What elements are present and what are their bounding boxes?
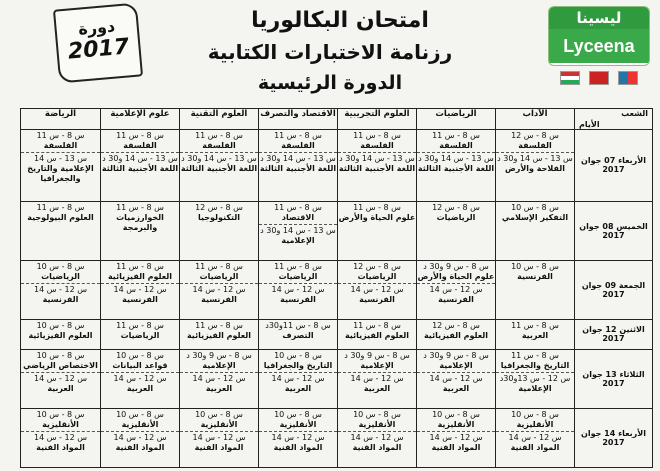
exam-subject: الفرنسية <box>122 295 158 305</box>
day-cell: الأربعاء 14 جوان 2017 <box>575 408 653 467</box>
column-header: الرياضة <box>21 109 101 130</box>
schedule-cell <box>101 320 180 350</box>
exam-subject: الفرنسية <box>42 295 79 305</box>
schedule-cell <box>496 349 575 408</box>
exam-slot <box>21 320 100 342</box>
day-cell: الخميس 08 جوان 2017 <box>575 201 653 260</box>
exam-slot <box>259 130 337 153</box>
exam-time: س 8 - س 10 <box>116 409 164 419</box>
exam-time: س 12 - س 13و30د <box>499 373 571 383</box>
exam-subject: العلوم الفيزيائية <box>423 331 489 341</box>
exam-subject: الأنقليزية <box>279 419 317 429</box>
exam-subject: الرياضيات <box>199 272 239 282</box>
exam-slot <box>259 225 337 247</box>
exam-time: س 8 - س 9 و30 د <box>344 350 410 360</box>
exam-subject: الأنقليزية <box>42 419 79 429</box>
exam-time: س 12 - س 14 <box>508 432 562 442</box>
schedule-cell <box>180 320 259 350</box>
flag-icon <box>618 71 638 85</box>
exam-time: س 8 - س 10 <box>432 409 480 419</box>
exam-slot <box>101 350 179 373</box>
exam-time: س 13 - س 14 و30 د <box>260 225 336 235</box>
exam-slot <box>180 261 258 284</box>
schedule-cell <box>101 408 180 467</box>
table-row <box>21 130 653 202</box>
exam-subject: العلوم الفيزيائية <box>344 331 410 341</box>
exam-time: س 8 - س 12 <box>353 262 401 272</box>
exam-subject: المواد الفنية <box>510 442 560 452</box>
exam-time: س 12 - س 14 <box>34 285 87 295</box>
exam-slot <box>259 350 337 373</box>
exam-slot <box>101 373 179 395</box>
exam-slot <box>101 432 179 454</box>
column-header: العلوم التقنية <box>180 109 259 130</box>
day-cell: الجمعة 09 جوان 2017 <box>575 261 653 320</box>
exam-subject: العربية <box>363 383 391 393</box>
exam-time: س 8 - س 11 <box>36 202 85 212</box>
exam-subject: الرياضيات <box>357 272 397 282</box>
exam-time: س 13 - س 14 و30 د <box>339 154 415 163</box>
exam-time: س 8 - س 12 <box>511 131 559 140</box>
exam-subject: الفلسفة <box>439 141 473 150</box>
schedule-cell <box>21 320 101 350</box>
exam-slot <box>496 350 574 373</box>
exam-slot <box>21 153 100 185</box>
exam-subject: المواد الفنية <box>431 442 481 452</box>
exam-slot <box>338 409 416 432</box>
exam-slot <box>180 409 258 432</box>
exam-slot <box>101 284 179 306</box>
exam-slot <box>259 320 337 342</box>
exam-time: س 8 - س 11 <box>353 131 401 140</box>
exam-subject: المواد الفنية <box>36 442 85 452</box>
schedule-cell <box>101 130 180 202</box>
exam-subject: اللغة الأجنبية الثالثة <box>101 164 179 173</box>
exam-slot <box>180 373 258 395</box>
exam-slot <box>180 320 258 342</box>
exam-slot <box>259 409 337 432</box>
exam-time: س 12 - س 14 <box>429 373 483 383</box>
schedule-cell <box>21 201 101 260</box>
page-title: امتحان البكالوريا <box>251 8 429 33</box>
exam-time: س 8 - س 12 <box>432 202 480 212</box>
schedule-cell <box>417 320 496 350</box>
column-header: الاقتصاد والتصرف <box>259 109 338 130</box>
exam-slot <box>338 130 416 153</box>
exam-subject: الأنقليزية <box>437 419 475 429</box>
exam-slot <box>21 130 100 153</box>
exam-time: س 12 - س 14 <box>192 373 246 383</box>
exam-subject: العلوم الفيزيائية <box>186 331 252 341</box>
exam-time: س 8 - س 11 <box>511 321 559 331</box>
exam-subject: الأنقليزية <box>358 419 396 429</box>
schedule-cell <box>259 130 338 202</box>
exam-slot <box>338 202 416 224</box>
exam-subject: المواد الفنية <box>352 442 402 452</box>
exam-slot <box>259 261 337 284</box>
exam-time: س 8 - س 11 <box>432 131 480 140</box>
schedule-cell <box>496 130 575 202</box>
exam-slot <box>496 409 574 432</box>
schedule-cell <box>338 320 417 350</box>
schedule-cell <box>180 201 259 260</box>
exam-slot <box>417 261 495 284</box>
exam-subject: الإعلامية والتاريخ والجغرافيا <box>27 164 94 183</box>
exam-subject: العربية <box>205 383 233 393</box>
logo-latin: Lyceena <box>549 29 649 63</box>
exam-slot <box>259 202 337 225</box>
exam-slot <box>417 202 495 224</box>
exam-time: س 8 - س 9 و30 د <box>423 262 489 272</box>
exam-subject: العربية <box>442 383 470 393</box>
exam-time: س 8 - س 10 <box>511 202 559 212</box>
exam-subject: الفرنسية <box>201 295 237 305</box>
schedule-cell <box>21 261 101 320</box>
exam-time: س 13 - س 14 و30 د <box>260 154 336 163</box>
schedule-cell <box>417 349 496 408</box>
exam-slot <box>21 432 100 454</box>
day-cell: الاثنين 12 جوان 2017 <box>575 320 653 350</box>
exam-time: س 8 - س 10 <box>274 350 322 360</box>
exam-subject: الخوارزميات والبرمجة <box>116 212 164 232</box>
schedule-cell <box>417 130 496 202</box>
exam-time: س 8 - س 10 <box>36 321 85 331</box>
exam-slot <box>338 350 416 373</box>
schedule-cell <box>101 261 180 320</box>
schedule-cell <box>417 261 496 320</box>
exam-slot <box>417 409 495 432</box>
exam-subject: الأنقليزية <box>516 419 554 429</box>
exam-subject: الفلسفة <box>360 141 394 150</box>
exam-slot <box>496 320 574 342</box>
exam-subject: العلوم الفيزيائية <box>107 272 173 282</box>
session-badge <box>53 2 143 83</box>
day-cell: الثلاثاء 13 جوان 2017 <box>575 349 653 408</box>
schedule-cell <box>259 349 338 408</box>
schedule-cell <box>259 261 338 320</box>
exam-slot <box>259 153 337 175</box>
exam-time: س 12 - س 14 <box>429 285 483 295</box>
table-row <box>21 261 653 320</box>
exam-slot <box>21 202 100 224</box>
exam-time: س 12 - س 14 <box>429 432 483 442</box>
exam-subject: الرياضيات <box>120 331 160 341</box>
exam-subject: الإعلامية <box>202 360 236 370</box>
exam-subject: العربية <box>284 383 312 393</box>
schedule-cell <box>496 201 575 260</box>
exam-time: س 12 - س 14 <box>192 432 246 442</box>
exam-time: س 8 - س 11 <box>195 262 243 272</box>
exam-subject: اللغة الأجنبية الثالثة <box>338 164 416 173</box>
exam-time: س 8 - س 10 <box>36 409 85 419</box>
exam-subject: اللغة الأجنبية الثالثة <box>417 164 495 173</box>
exam-time: س 8 - س 11 <box>353 202 401 212</box>
exam-subject: قواعد البيانات <box>112 360 168 370</box>
exam-subject: الفلسفة <box>202 141 236 150</box>
exam-subject: الفرنسية <box>438 295 474 305</box>
exam-slot <box>417 350 495 373</box>
exam-slot <box>21 373 100 395</box>
exam-time: س 8 - س 11 <box>116 262 164 272</box>
exam-slot <box>496 432 574 454</box>
exam-subject: الفلاحة والأرض <box>504 164 566 173</box>
badge-word: دورة <box>77 16 116 39</box>
exam-subject: الأنقليزية <box>200 419 238 429</box>
exam-subject: الفلسفة <box>43 141 78 150</box>
corner-days-label: الأيام <box>579 120 600 129</box>
exam-slot <box>101 153 179 175</box>
exam-subject: الإعلامية <box>281 235 315 245</box>
page-header <box>0 0 660 108</box>
exam-slot <box>101 409 179 432</box>
schedule-cell <box>259 320 338 350</box>
schedule-cell <box>101 201 180 260</box>
exam-subject: العربية <box>521 331 549 341</box>
exam-time: س 12 - س 14 <box>350 373 404 383</box>
exam-subject: الرياضيات <box>41 272 80 282</box>
exam-slot <box>21 284 100 306</box>
exam-time: س 8 - س 10 <box>36 350 85 360</box>
exam-subject: العلوم الفيزيائية <box>28 331 93 341</box>
exam-time: س 12 - س 14 <box>350 285 404 295</box>
exam-subject: الاقتصاد <box>281 212 315 222</box>
exam-subject: الأنقليزية <box>121 419 159 429</box>
exam-time: س 13 - س 14 و30 د <box>418 154 494 163</box>
exam-time: س 8 - س 11 <box>353 321 401 331</box>
schedule-cell <box>180 261 259 320</box>
page-subtitle: رزنامة الاختبارات الكتابية <box>207 40 453 64</box>
exam-subject: علوم الحياة والأرض <box>417 272 495 282</box>
schedule-cell <box>180 130 259 202</box>
exam-subject: التاريخ والجغرافيا <box>500 360 570 370</box>
schedule-cell <box>21 408 101 467</box>
exam-slot <box>417 153 495 175</box>
exam-subject: اللغة الأجنبية الثالثة <box>180 164 258 173</box>
corner-streams-label: الشعب <box>621 109 648 118</box>
exam-subject: الفرنسية <box>517 272 553 282</box>
schedule-cell <box>338 130 417 202</box>
exam-slot <box>496 373 574 395</box>
exam-slot <box>259 432 337 454</box>
exam-subject: الإعلامية <box>439 360 473 370</box>
schedule-cell <box>496 408 575 467</box>
exam-slot <box>496 153 574 175</box>
exam-slot <box>101 202 179 234</box>
exam-time: س 8 - س 11 <box>36 131 85 140</box>
day-cell: الأربعاء 07 جوان 2017 <box>575 130 653 202</box>
exam-slot <box>259 284 337 306</box>
exam-slot <box>21 409 100 432</box>
schedule-cell <box>338 201 417 260</box>
exam-time: س 12 - س 14 <box>113 285 167 295</box>
exam-subject: الفلسفة <box>281 141 315 150</box>
exam-time: س 12 - س 14 <box>34 432 87 442</box>
exam-time: س 13 - س 14 <box>34 154 87 163</box>
badge-year: 2017 <box>66 34 131 65</box>
exam-subject: الفرنسية <box>359 295 395 305</box>
exam-subject: المواد الفنية <box>194 442 244 452</box>
exam-subject: الرياضيات <box>436 212 476 222</box>
schedule-cell <box>338 261 417 320</box>
exam-time: س 8 - س 10 <box>116 350 164 360</box>
exam-time: س 8 - س 10 <box>511 409 559 419</box>
exam-slot <box>101 261 179 284</box>
exam-time: س 12 - س 14 <box>271 432 325 442</box>
schedule-cell <box>259 408 338 467</box>
exam-slot <box>338 373 416 395</box>
exam-slot <box>21 350 100 373</box>
session-title: الدورة الرئيسية <box>257 72 403 94</box>
column-header: العلوم التجريبية <box>338 109 417 130</box>
exam-subject: العربية <box>47 383 74 393</box>
exam-time: س 8 - س 11 <box>195 321 243 331</box>
exam-slot <box>338 432 416 454</box>
exam-time: س 13 - س 14 و30 د <box>102 154 178 163</box>
exam-slot <box>496 261 574 283</box>
exam-slot <box>496 130 574 153</box>
schedule-cell <box>21 130 101 202</box>
schedule-cell <box>338 408 417 467</box>
table-row <box>21 349 653 408</box>
exam-subject: التكنولوجيا <box>198 212 240 222</box>
schedule-cell <box>259 201 338 260</box>
exam-slot <box>101 320 179 342</box>
table-row <box>21 408 653 467</box>
exam-time: س 12 - س 14 <box>113 373 167 383</box>
flag-icon <box>560 71 580 85</box>
exam-time: س 8 - س 9 و30 د <box>423 350 489 360</box>
exam-subject: الإعلامية <box>518 383 552 393</box>
exam-slot <box>417 130 495 153</box>
column-header: الآداب <box>496 109 575 130</box>
exam-slot <box>21 261 100 284</box>
exam-time: س 13 - س 14 و30 د <box>497 154 573 163</box>
exam-time: س 8 - س 12 <box>432 321 480 331</box>
exam-slot <box>180 350 258 373</box>
exam-subject: العلوم البيولوجية <box>27 212 94 222</box>
exam-slot <box>259 373 337 395</box>
schedule-cell <box>180 349 259 408</box>
exam-subject: التصرف <box>282 331 314 341</box>
schedule-cell <box>417 201 496 260</box>
exam-subject: التاريخ والجغرافيا <box>263 360 333 370</box>
exam-time: س 8 - س 11 <box>116 321 164 331</box>
exam-subject: الفرنسية <box>280 295 316 305</box>
column-header: علوم الإعلامية <box>101 109 180 130</box>
exam-time: س 13 - س 14 و30 د <box>181 154 257 163</box>
exam-slot <box>180 432 258 454</box>
schedule-cell <box>496 320 575 350</box>
exam-slot <box>417 373 495 395</box>
exam-time: س 8 - س 11 <box>274 202 322 212</box>
exam-time: س 12 - س 14 <box>271 373 325 383</box>
exam-slot <box>338 153 416 175</box>
exam-subject: الإعلامية <box>360 360 394 370</box>
exam-slot <box>496 202 574 224</box>
schedule-cell <box>21 349 101 408</box>
exam-subject: اللغة الأجنبية الثالثة <box>259 164 337 173</box>
schedule-cell <box>417 408 496 467</box>
exam-time: س 8 - س 11و30د <box>265 321 331 331</box>
exam-subject: الفلسفة <box>123 141 157 150</box>
exam-time: س 8 - س 9 و30 د <box>186 350 252 360</box>
schedule-cell <box>101 349 180 408</box>
exam-slot <box>180 130 258 153</box>
exam-slot <box>417 320 495 342</box>
exam-subject: المواد الفنية <box>115 442 165 452</box>
exam-time: س 8 - س 11 <box>195 131 243 140</box>
exam-time: س 8 - س 10 <box>36 262 85 272</box>
flags-strip <box>560 70 650 86</box>
exam-time: س 8 - س 11 <box>116 131 164 140</box>
exam-subject: الاختصاص الرياضي <box>23 360 98 370</box>
exam-subject: علوم الحياة والأرض <box>338 212 416 222</box>
exam-slot <box>338 320 416 342</box>
exam-time: س 8 - س 10 <box>274 409 322 419</box>
exam-time: س 8 - س 10 <box>511 262 559 272</box>
exam-slot <box>417 432 495 454</box>
exam-slot <box>180 202 258 224</box>
schedule-cell <box>338 349 417 408</box>
schedule-cell <box>180 408 259 467</box>
exam-subject: العربية <box>126 383 154 393</box>
column-header: الرياضيات <box>417 109 496 130</box>
exam-time: س 8 - س 11 <box>116 202 164 212</box>
exam-time: س 12 - س 14 <box>34 373 87 383</box>
exam-slot <box>338 261 416 284</box>
exam-subject: الفلسفة <box>518 141 552 150</box>
table-row <box>21 320 653 350</box>
exam-time: س 8 - س 11 <box>511 350 559 360</box>
exam-subject: الرياضيات <box>278 272 318 282</box>
exam-time: س 8 - س 11 <box>274 131 322 140</box>
exam-time: س 12 - س 14 <box>113 432 167 442</box>
exam-time: س 8 - س 12 <box>195 202 243 212</box>
exam-time: س 12 - س 14 <box>192 285 246 295</box>
exam-time: س 12 - س 14 <box>271 285 325 295</box>
table-row <box>21 201 653 260</box>
lyceena-logo <box>548 6 650 66</box>
exam-subject: التفكير الإسلامي <box>501 212 569 222</box>
logo-arabic: ليسينا <box>549 7 649 29</box>
exam-time: س 8 - س 11 <box>274 262 322 272</box>
exam-time: س 8 - س 10 <box>195 409 243 419</box>
corner-cell <box>575 109 653 130</box>
exam-slot <box>180 284 258 306</box>
exam-schedule-table <box>20 108 653 468</box>
flag-icon <box>589 71 609 85</box>
exam-time: س 8 - س 10 <box>353 409 401 419</box>
exam-slot <box>417 284 495 306</box>
exam-time: س 12 - س 14 <box>350 432 404 442</box>
exam-subject: المواد الفنية <box>273 442 323 452</box>
exam-slot <box>101 130 179 153</box>
exam-slot <box>338 284 416 306</box>
exam-slot <box>180 153 258 175</box>
header-row <box>21 109 653 130</box>
schedule-cell <box>496 261 575 320</box>
